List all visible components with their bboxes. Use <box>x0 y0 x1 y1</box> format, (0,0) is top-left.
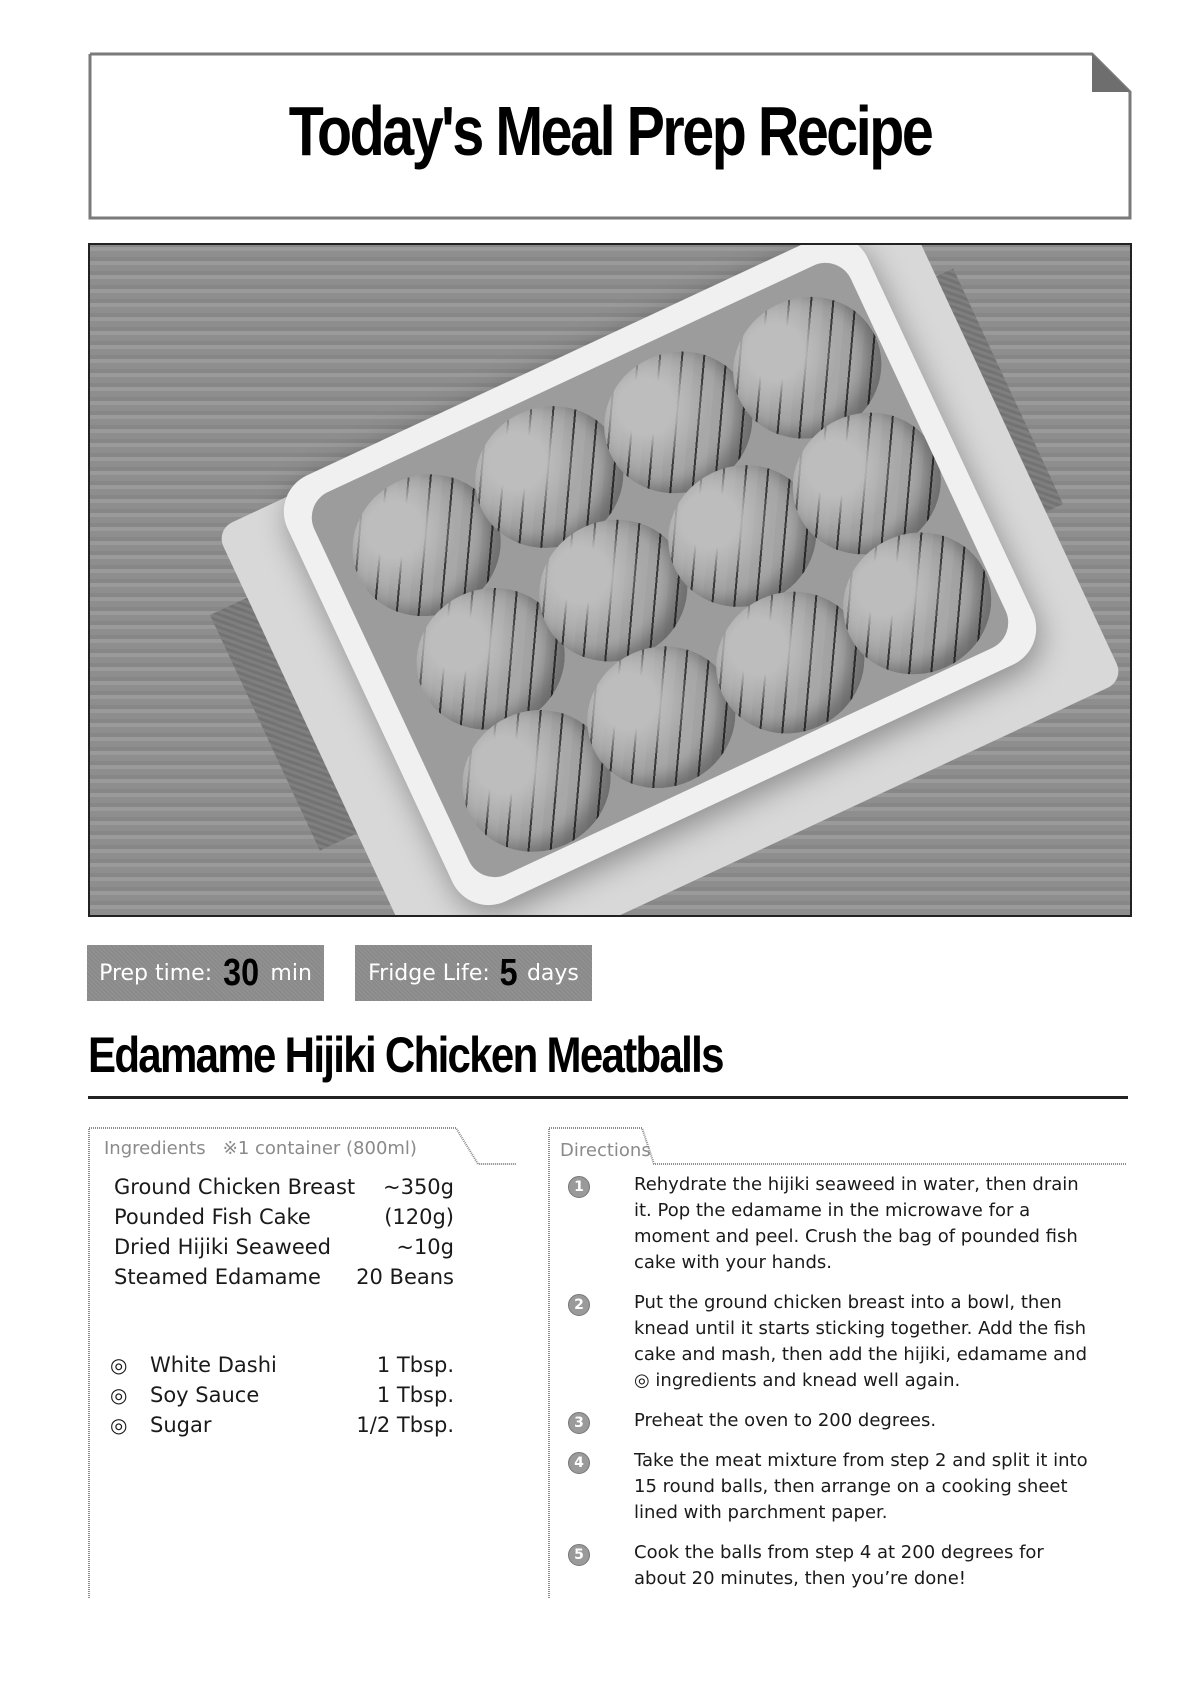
direction-step <box>568 1448 1108 1526</box>
direction-step <box>568 1408 1108 1434</box>
seasoning-name: White Dashi <box>150 1353 277 1377</box>
ingredient-row <box>114 1232 454 1262</box>
step-text: Put the ground chicken breast into a bowl, then knead until it starts sticking together. Add the fish cake and mash, then add the hijiki, edamame and ◎ ingredients and knead well again. <box>634 1292 1087 1391</box>
direction-step <box>568 1540 1108 1592</box>
ingredient-name: Pounded Fish Cake <box>114 1205 311 1229</box>
prep-time-label: Prep time: <box>99 960 213 986</box>
seasoning-list <box>110 1350 454 1440</box>
step-text: Rehydrate the hijiki seaweed in water, then drain it. Pop the edamame in the microwave for a moment and peel. Crush the bag of pounded fish cake with your hands. <box>634 1174 1079 1273</box>
dish-interior <box>303 254 1018 887</box>
prep-time-unit: min <box>270 960 312 986</box>
double-circle-icon: ◎ <box>110 1413 128 1437</box>
title-banner <box>88 52 1132 220</box>
ingredients-panel <box>88 1118 518 1598</box>
step-text: Cook the balls from step 4 at 200 degrees for about 20 minutes, then you’re done! <box>634 1542 1044 1589</box>
ingredient-amount: 20 Beans <box>356 1265 454 1289</box>
direction-step <box>568 1172 1108 1276</box>
seasoning-amount: 1/2 Tbsp. <box>356 1413 454 1437</box>
prep-time-badge <box>87 945 324 1001</box>
fridge-life-value: 5 <box>499 952 518 994</box>
directions-panel <box>548 1118 1128 1598</box>
seasoning-amount: 1 Tbsp. <box>376 1383 454 1407</box>
directions-list <box>568 1172 1108 1606</box>
step-number-icon: 5 <box>568 1544 590 1566</box>
ingredient-amount: ~10g <box>396 1235 454 1259</box>
ingredient-name: Ground Chicken Breast <box>114 1175 356 1199</box>
fridge-life-badge <box>355 945 592 1001</box>
seasoning-row <box>110 1380 454 1410</box>
recipe-photo <box>88 243 1132 917</box>
main-ingredients-list <box>114 1172 454 1292</box>
ingredient-name: Steamed Edamame <box>114 1265 321 1289</box>
ingredients-label: Ingredients <box>104 1138 206 1159</box>
seasoning-row <box>110 1410 454 1440</box>
step-number-icon: 3 <box>568 1412 590 1434</box>
step-text: Take the meat mixture from step 2 and split it into 15 round balls, then arrange on a cooking sheet lined with parchment paper. <box>634 1450 1088 1523</box>
ingredients-header <box>104 1138 417 1159</box>
seasoning-amount: 1 Tbsp. <box>376 1353 454 1377</box>
double-circle-icon: ◎ <box>110 1353 128 1377</box>
ingredient-amount: ~350g <box>382 1175 454 1199</box>
ingredient-row <box>114 1202 454 1232</box>
step-number-icon: 1 <box>568 1176 590 1198</box>
prep-time-value: 30 <box>223 952 260 994</box>
page-title: Today's Meal Prep Recipe <box>288 92 932 170</box>
direction-step <box>568 1290 1108 1394</box>
ingredient-amount: (120g) <box>384 1205 454 1229</box>
fridge-life-label: Fridge Life: <box>368 960 490 986</box>
seasoning-name: Sugar <box>150 1413 212 1437</box>
seasoning-name: Soy Sauce <box>150 1383 260 1407</box>
directions-label: Directions <box>560 1140 651 1161</box>
double-circle-icon: ◎ <box>110 1383 128 1407</box>
ingredient-row <box>114 1172 454 1202</box>
fridge-life-unit: days <box>526 960 579 986</box>
ingredient-name: Dried Hijiki Seaweed <box>114 1235 331 1259</box>
ingredients-yield: ※1 container (800ml) <box>222 1138 417 1159</box>
step-text: Preheat the oven to 200 degrees. <box>634 1410 937 1431</box>
recipe-title: Edamame Hijiki Chicken Meatballs <box>88 1027 723 1083</box>
seasoning-row <box>110 1350 454 1380</box>
title-divider <box>88 1096 1128 1099</box>
step-number-icon: 2 <box>568 1294 590 1316</box>
ingredient-row <box>114 1262 454 1292</box>
step-number-icon: 4 <box>568 1452 590 1474</box>
